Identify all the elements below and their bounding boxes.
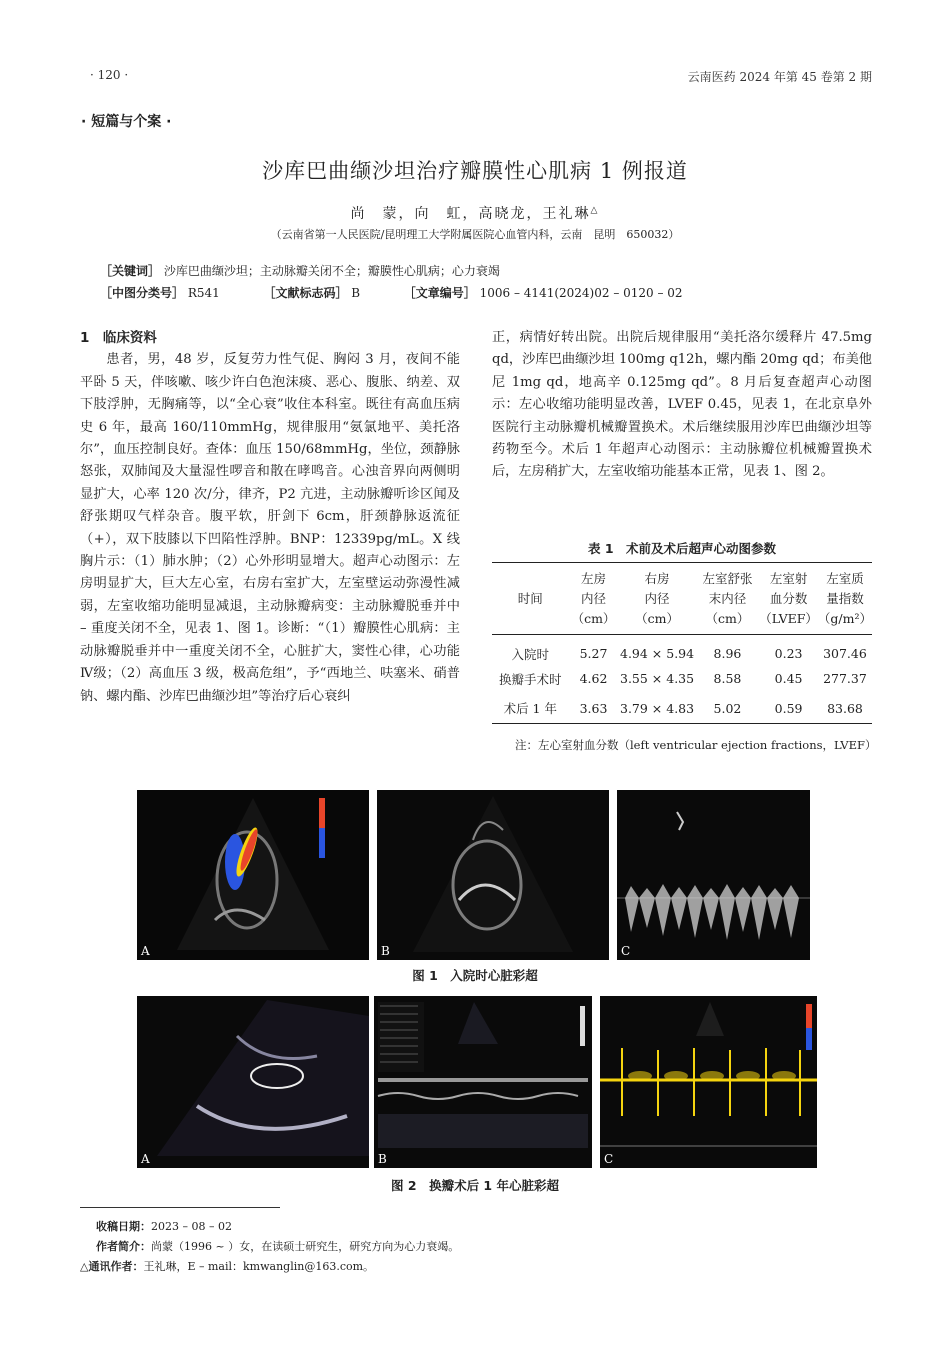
keywords-label: ［关键词］ [100,264,161,278]
panel-label: B [378,1152,387,1166]
header-lvedd: 左室舒张 末内径 （cm） [702,570,753,626]
figure1-panel-a [137,790,369,960]
author-bio-value: 尚蒙（1996 ~ ）女，在读硕士研究生，研究方向为心力衰竭。 [151,1240,460,1253]
table-row: 术后 1 年 3.63 3.79 × 4.83 5.02 0.59 83.68 [492,694,872,724]
section-tag: · 短篇与个案 · [81,114,172,130]
header-lvef: 左室射 血分数 （LVEF） [759,570,818,626]
header-ra: 右房 内径 （cm） [635,570,679,626]
footnote-divider [80,1207,280,1208]
right-column [492,327,872,484]
doc-code-value: B [351,286,361,300]
echo-2d-image [377,790,609,960]
left-column [80,327,460,708]
echo-parasternal-image [137,996,369,1168]
authors-text: 尚 蒙，向 虹，高晓龙，王礼琳 [350,206,591,222]
clc-value: R541 [187,286,220,300]
page-number: · 120 · [90,68,129,82]
corresponding-mark: △ [590,205,600,216]
received-label: 收稿日期： [96,1220,151,1233]
author-bio [96,1238,459,1254]
corresponding-author [80,1258,374,1274]
article-no-value: 1006 – 4141(2024)02 – 0120 – 02 [479,286,683,300]
corr-label: △通讯作者： [80,1260,144,1273]
classification-line [100,284,683,301]
header-lvmi: 左室质 量指数 （g/m²） [817,570,872,626]
clc-label: ［中图分类号］ [100,286,185,300]
author-list [0,203,950,223]
table-row: 换瓣手术时 4.62 3.55 × 4.35 8.58 0.45 277.37 [499,671,867,687]
keywords-line [100,262,500,279]
table-caption: 表 1 术前及术后超声心动图参数 [587,541,777,556]
article-title: 沙库巴曲缬沙坦治疗瓣膜性心肌病 1 例报道 [262,159,688,183]
clinical-paragraph-2: 正，病情好转出院。出院后规律服用“美托洛尔缓释片 47.5mg qd，沙库巴曲缬沙坦 100mg q12h，螺内酯 20mg qd；布美他尼 1mg qd，地高辛 0.125mg qd”。8 月后复查超声心动图示：左心收缩功能明显改善，LVEF 0.45，见表 1，在北京阜外医院行主动脉瓣机械瓣置换术。术后继续服用沙库巴曲缬沙坦等药物至今。术后 1 年超声心动图示：主动脉瓣位机械瓣置换术后，左房稍扩大，左室收缩功能基本正常，见表 1、图 2。 [492,330,872,480]
panel-label: C [604,1152,614,1166]
clinical-paragraph-1: 患者，男，48 岁，反复劳力性气促、胸闷 3 月，夜间不能平卧 5 天，伴咳嗽、咳少许白色泡沫痰、恶心、腹胀、纳差、双下肢浮肿，无胸痛等，以“全心衰”收住本科室。既往有高血压病史 6 年，最高 160/110mmHg，规律服用“氨氯地平、美托洛尔”，血压控制良好。查体：血压 150/68mmHg，坐位，颈静脉怒张，双肺闻及大量湿性啰音和散在哮鸣音。心浊音界向两侧明显扩大，心率 120 次/分，律齐，P2 亢进，主动脉瓣听诊区闻及舒张期叹气样杂音。腹平软，肝剑下 6cm，肝颈静脉返流征（+），双下肢膝以下凹陷性浮肿。BNP：12339pg/mL。X 线胸片示：（1）肺水肿；（2）心外形明显增大。超声心动图示：左房明显扩大，巨大左心室，右房右室扩大，左室壁运动弥漫性减弱，左室收缩功能明显减退，主动脉瓣病变：主动脉瓣脱垂并中 – 重度关闭不全，见表 1、图 1。诊断：“（1）瓣膜性心肌病：主动脉瓣脱垂并中一重度关闭不全，心脏扩大，窦性心律，心功能Ⅳ级；（2）高血压 3 级，极高危组”，予“西地兰、呋塞米、硝普钠、螺内酯、沙库巴曲缬沙坦”等治疗后心衰纠 [80,352,460,704]
figure2-caption: 图 2 换瓣术后 1 年心脏彩超 [391,1178,559,1193]
figure1-caption: 图 1 入院时心脏彩超 [412,968,538,983]
author-bio-label: 作者简介： [96,1240,151,1253]
section-heading: 1 临床资料 [80,330,157,346]
figure2-panel-b [374,996,592,1168]
echo-parameters-table [492,562,872,724]
table-note: 注：左心室射血分数（left ventricular ejection fractions，LVEF） [515,738,877,752]
table-row: 入院时 5.27 4.94 × 5.94 8.96 0.23 307.46 [511,646,867,662]
article-no-label: ［文章编号］ [403,286,476,300]
echo-color-doppler-image [137,790,369,960]
received-value: 2023 – 08 – 02 [151,1220,232,1233]
echo-doppler-spectrum [617,790,810,960]
figure1-panel-b [377,790,609,960]
corr-value: 王礼琳，E – mail：kmwanglin@163.com。 [143,1260,375,1273]
doc-code-label: ［文献标志码］ [263,286,348,300]
panel-label: C [621,944,631,958]
affiliation: （云南省第一人民医院/昆明理工大学附属医院心血管内科，云南 昆明 650032） [270,228,680,241]
echo-m-mode-image [374,996,592,1168]
header-la: 左房 内径 （cm） [571,570,616,626]
keywords: 沙库巴曲缬沙坦；主动脉瓣关闭不全；瓣膜性心肌病；心力衰竭 [163,264,500,278]
header-time: 时间 [517,590,543,606]
panel-label: B [381,944,390,958]
panel-label: A [141,944,150,958]
table-header-row [492,563,872,635]
figure2-panel-c [600,996,817,1168]
figure1-panel-c [617,790,810,960]
figure2-panel-a [137,996,369,1168]
journal-header: 云南医药 2024 年第 45 卷第 2 期 [687,70,872,84]
echo-doppler-spectrum-post [600,996,817,1168]
received-date [96,1218,232,1234]
panel-label: A [141,1152,150,1166]
